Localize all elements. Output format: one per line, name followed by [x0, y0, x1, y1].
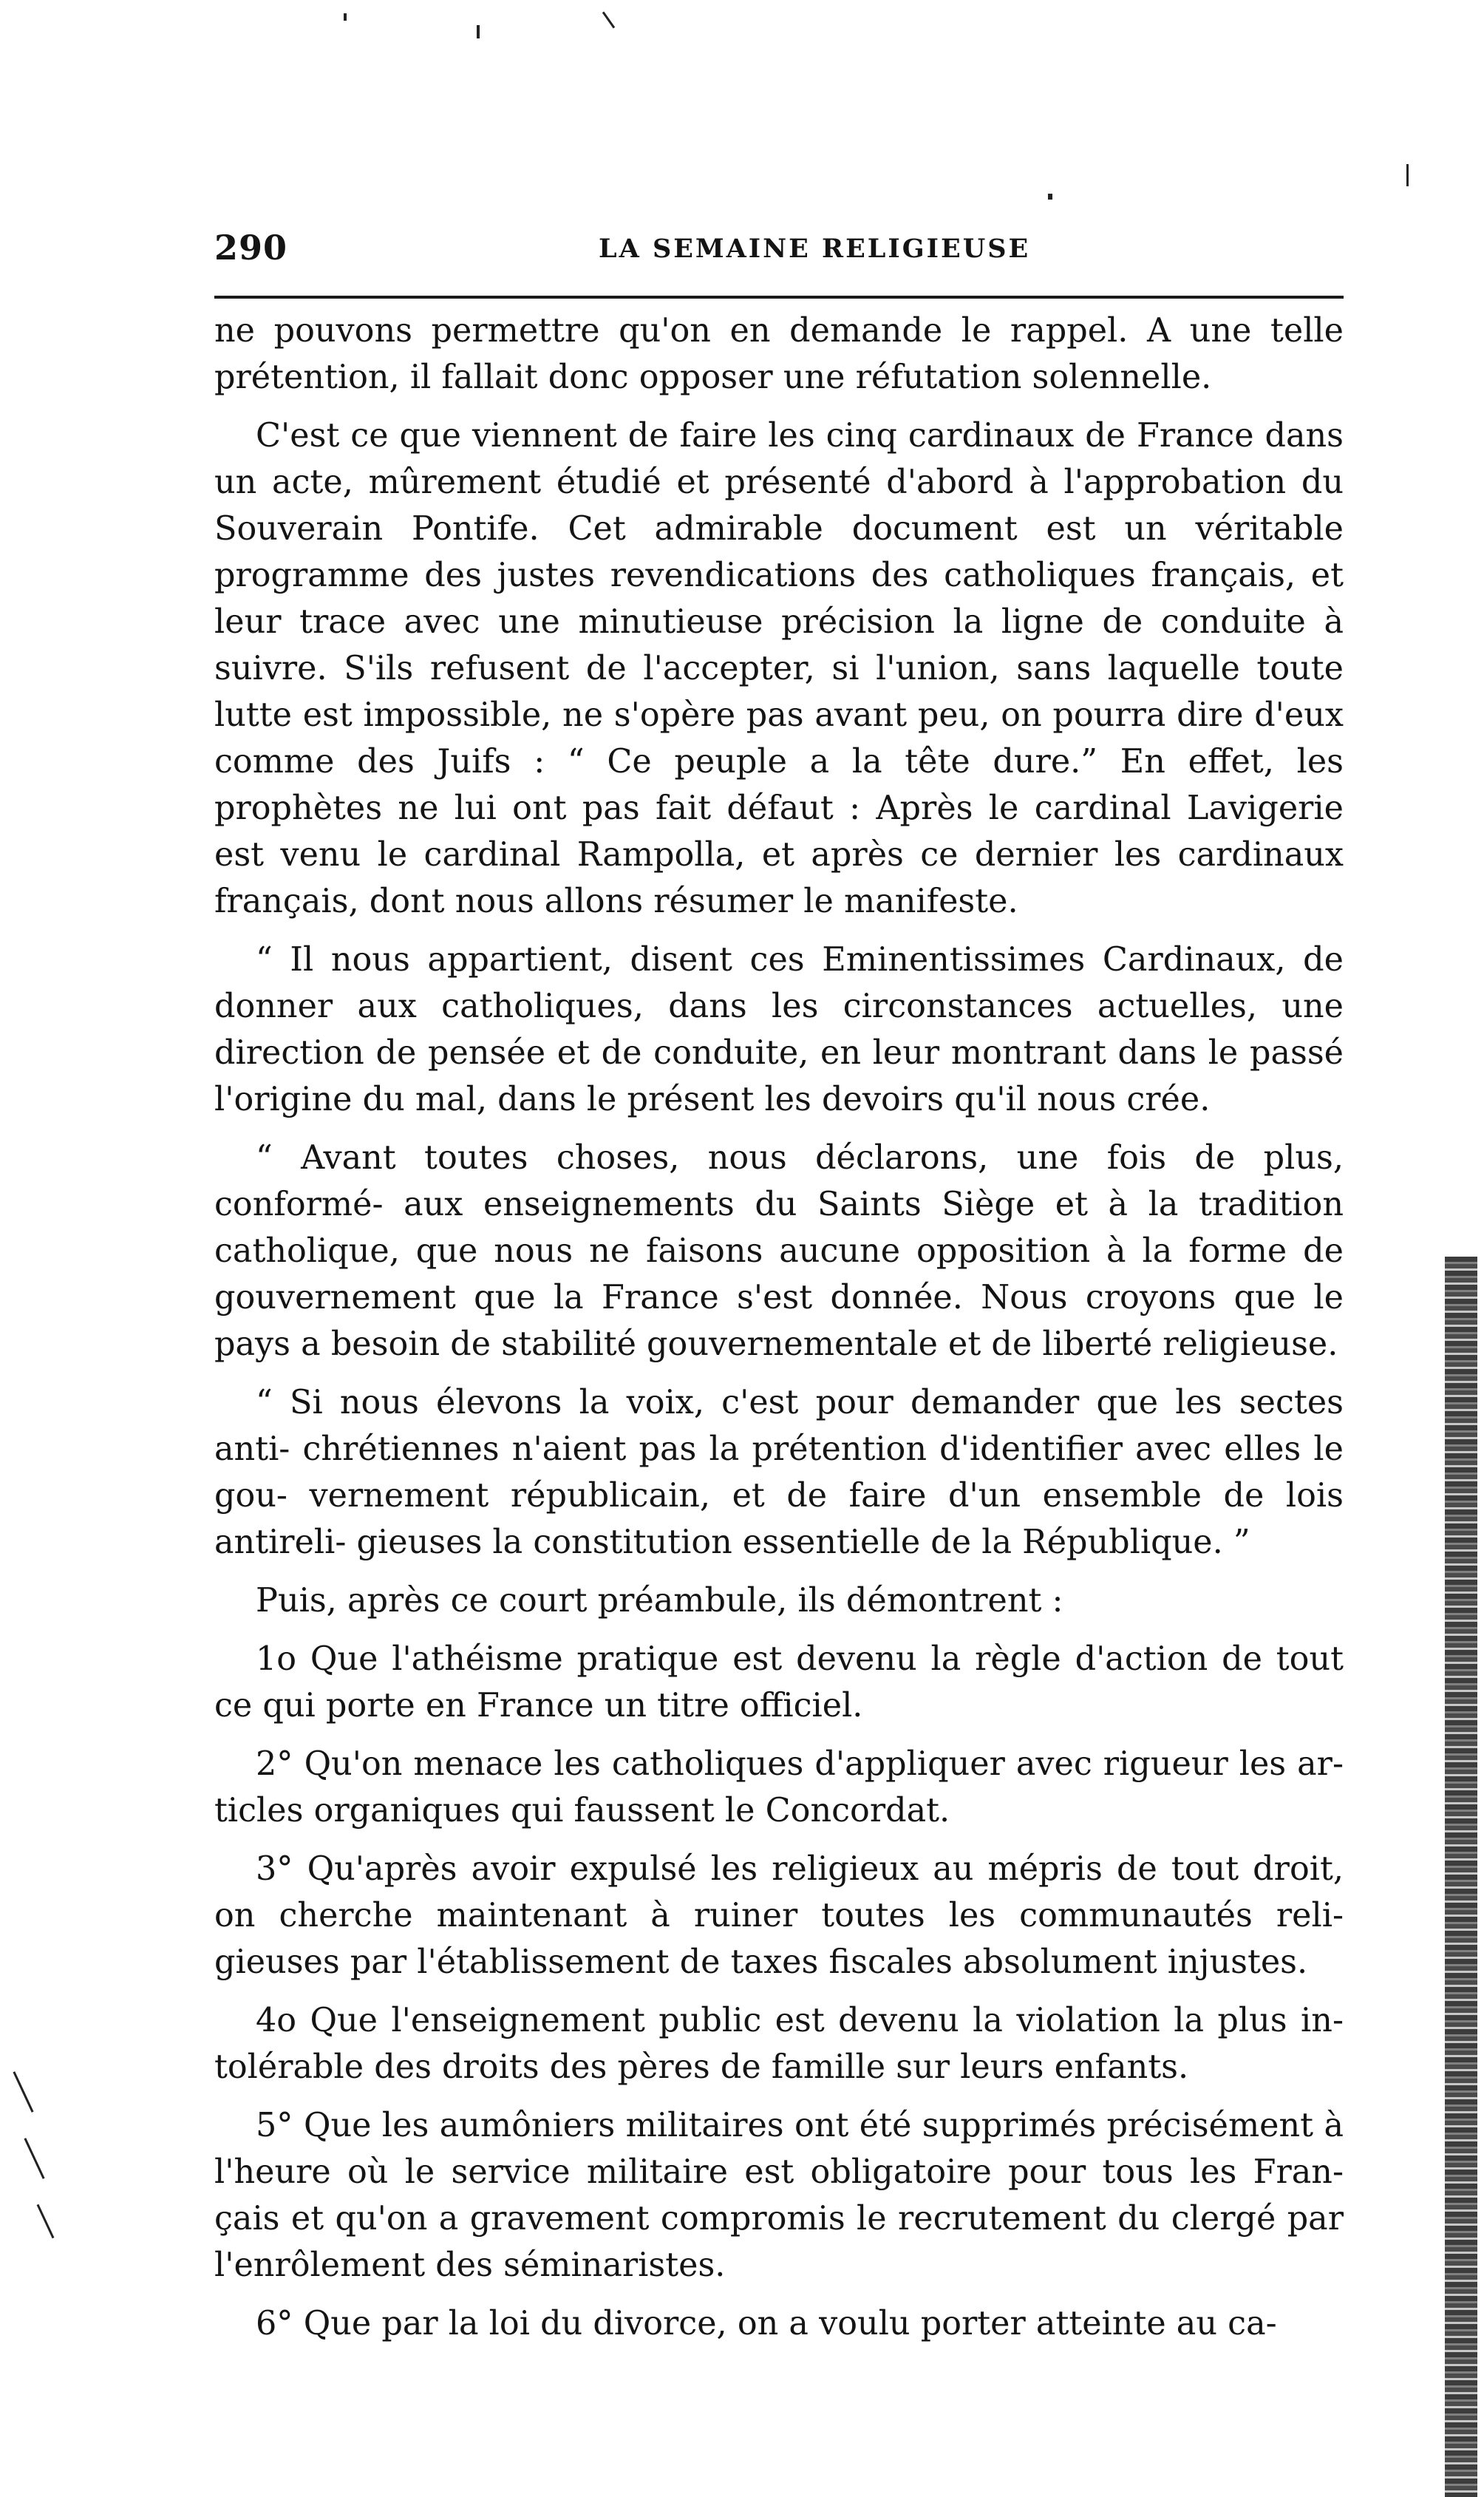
scan-mark — [1406, 164, 1409, 186]
list-item: 5° Que les aumôniers militaires ont été supprimés précisément à l'heure où le service militaire est obligatoire pour tous les Fran- çais et qu'on a gravement compromis le recrutement du clergé par l'enrôlement des séminaristes. — [214, 2107, 1344, 2284]
scan-mark — [37, 2204, 55, 2239]
document-page — [214, 222, 1344, 2359]
scan-edge-strip — [1445, 1257, 1477, 2497]
paragraph: ne pouvons permettre qu'on en demande le rappel. A une telle prétention, il fallait donc opposer une réfutation solennelle. — [214, 312, 1344, 396]
page-number: 290 — [214, 228, 288, 268]
scan-mark — [24, 2138, 44, 2179]
paragraph: C'est ce que viennent de faire les cinq cardinaux de France dans un acte, mûrement étudié et présenté d'abord à l'approbation du Souverain Pontife. Cet admirable document est un véritable programme des justes revendications des catholiques français, et leur trace avec une minutieuse précision la ligne de conduite à suivre. S'ils refusent de l'accepter, si l'union, sans laquelle toute lutte est impossible, ne s'opère pas avant peu, on pourra dire d'eux comme des Juifs : “ Ce peuple a la tête dure.” En effet, les prophètes ne lui ont pas fait défaut : Après le cardinal Lavigerie est venu le cardinal Rampolla, et après ce dernier les cardinaux français, dont nous allons résumer le manifeste. — [214, 417, 1344, 920]
paragraph: “ Si nous élevons la voix, c'est pour demander que les sectes anti- chrétiennes n'aient pas la prétention d'identifier avec elles le gou- vernement républicain, et de faire d'un ensemble de lois antireli- gieuses la constitution essentielle de la République. ” — [214, 1384, 1344, 1561]
paragraph: “ Il nous appartient, disent ces Eminentissimes Cardinaux, de donner aux catholiques, dans les circonstances actuelles, une direction de pensée et de conduite, en leur montrant dans le passé l'origine du mal, dans le présent les devoirs qu'il nous crée. — [214, 941, 1344, 1118]
body-text — [214, 308, 1344, 2347]
scan-mark — [13, 2071, 33, 2113]
header-rule — [214, 296, 1344, 299]
list-item: 3° Qu'après avoir expulsé les religieux au mépris de tout droit, on cherche maintenant à ruiner toutes les communautés reli- gieuses par l'établissement de taxes fiscales absolument injustes. — [214, 1850, 1344, 1981]
scan-mark — [477, 25, 480, 38]
scan-mark — [344, 13, 347, 21]
list-item: 6° Que par la loi du divorce, on a voulu porter atteinte au ca- — [256, 2305, 1277, 2343]
paragraph: “ Avant toutes choses, nous déclarons, une fois de plus, conformé- aux enseignements du Saints Siège et à la tradition catholique, que nous ne faisons aucune opposition à la forme de gouvernement que la France s'est donnée. Nous croyons que le pays a besoin de stabilité gouvernementale et de liberté religieuse. — [214, 1139, 1344, 1363]
scan-mark — [1048, 194, 1052, 200]
list-item: 2° Qu'on menace les catholiques d'appliquer avec rigueur les ar- ticles organiques qui faussent le Concordat. — [214, 1745, 1344, 1830]
scan-mark — [602, 11, 615, 28]
page-header — [214, 222, 1344, 275]
list-item: 4o Que l'enseignement public est devenu la violation la plus in- tolérable des droits des pères de famille sur leurs enfants. — [214, 2002, 1344, 2086]
running-title: LA SEMAINE RELIGIEUSE — [599, 234, 1031, 264]
list-item: 1o Que l'athéisme pratique est devenu la règle d'action de tout ce qui porte en France un titre officiel. — [214, 1640, 1344, 1725]
paragraph: Puis, après ce court préambule, ils démontrent : — [256, 1582, 1063, 1620]
